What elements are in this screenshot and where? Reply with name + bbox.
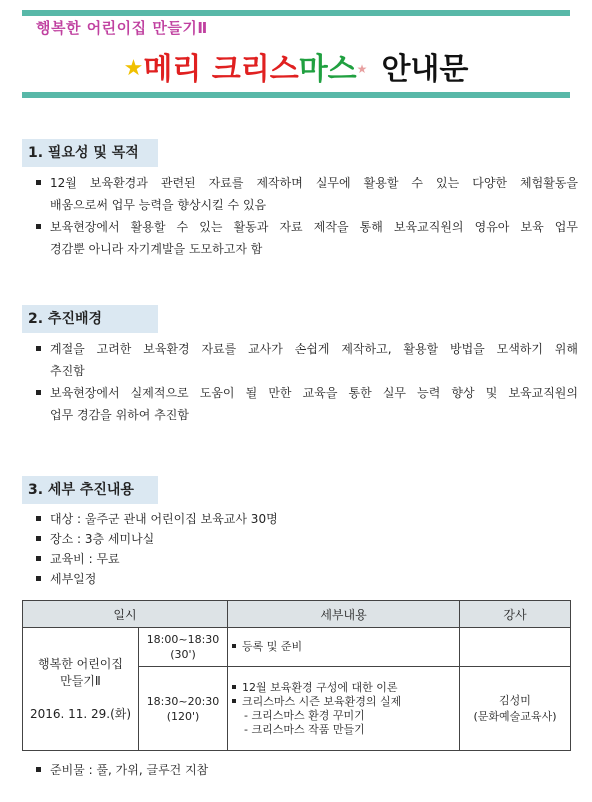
bullet-square-icon xyxy=(36,556,41,561)
bullet-background-1: 계절을 고려한 보육환경 자료를 교사가 손쉽게 제작하고, 활용할 방법을 모색하기 위해 추진함 xyxy=(36,338,578,382)
instructor-org: (문화예술교육사) xyxy=(473,709,557,723)
bullet-square-icon xyxy=(36,390,41,395)
bullet-purpose-2: 보육현장에서 활용할 수 있는 활동과 자료 제작을 통해 보육교직원의 영유아 보육 업무 경감뿐 아니라 자기계발을 도모하고자 함 xyxy=(36,216,578,260)
header-datetime: 일시 xyxy=(23,601,228,628)
small-star-icon: ★ xyxy=(356,62,368,76)
bullet-square-icon xyxy=(232,685,236,689)
event-cell xyxy=(23,628,139,751)
bullet-square-icon xyxy=(36,346,41,351)
event-name-line1: 행복한 어린이집 xyxy=(38,656,123,671)
header-details: 세부내용 xyxy=(228,601,460,628)
table-header-row xyxy=(23,601,571,628)
details-cell: 12월 보육환경 구성에 대한 이론 크리스마스 시즌 보육환경의 실제 - 크리스마스 환경 꾸미기 - 크리스마스 작품 만들기 xyxy=(228,667,460,751)
doc-subtitle: 행복한 어린이집 만들기Ⅱ xyxy=(36,19,208,37)
details-cell: 등록 및 준비 xyxy=(228,628,460,667)
bullet-background-2: 보육현장에서 실제적으로 도움이 될 만한 교육을 통한 실무 능력 향상 및 보육교직원의 업무 경감을 위하여 추진함 xyxy=(36,382,578,426)
table-row xyxy=(23,628,571,667)
doc-title xyxy=(0,44,592,88)
bullet-square-icon xyxy=(36,180,41,185)
bullet-square-icon xyxy=(36,224,41,229)
section-heading-purpose: 1. 필요성 및 목적 xyxy=(22,139,158,167)
instructor-cell xyxy=(460,667,571,751)
event-date: 2016. 11. 29.(화) xyxy=(29,706,132,721)
section-heading-background: 2. 추진배경 xyxy=(22,305,158,333)
title-part-merry: 메리 xyxy=(143,52,212,87)
bullet-square-icon xyxy=(36,516,41,521)
instructor-name: 김성미 xyxy=(499,693,531,707)
section-heading-details: 3. 세부 추진내용 xyxy=(22,476,158,504)
detail-location: 장소 : 3층 세미나실 xyxy=(36,529,578,549)
detail-schedule-label: 세부일정 xyxy=(36,569,578,589)
supplies-note: 준비물 : 풀, 가위, 글루건 지참 xyxy=(36,760,578,780)
event-name-line2: 만들기Ⅱ xyxy=(60,673,101,688)
bullet-square-icon xyxy=(36,576,41,581)
title-part-mas: 마스 xyxy=(298,52,357,87)
bullet-square-icon xyxy=(232,644,236,648)
detail-fee: 교육비 : 무료 xyxy=(36,549,578,569)
top-rule xyxy=(22,10,570,16)
bullet-square-icon xyxy=(232,699,236,703)
bottom-rule xyxy=(22,92,570,98)
detail-target: 대상 : 울주군 관내 어린이집 보육교사 30명 xyxy=(36,509,578,529)
time-cell: 18:00~18:30 (30') xyxy=(139,628,228,667)
bullet-purpose-1: 12월 보육환경과 관련된 자료를 제작하며 실무에 활용할 수 있는 다양한 체험활동을 배움으로써 업무 능력을 향상시킬 수 있음 xyxy=(36,172,578,216)
title-part-chris: 크리스 xyxy=(211,52,299,87)
bullet-square-icon xyxy=(36,767,41,772)
title-part-notice: 안내문 xyxy=(381,52,469,87)
time-cell: 18:30~20:30 (120') xyxy=(139,667,228,751)
star-icon: ★ xyxy=(123,56,144,81)
schedule-table xyxy=(22,600,571,751)
header-instructor: 강사 xyxy=(460,601,571,628)
bullet-square-icon xyxy=(36,536,41,541)
instructor-cell xyxy=(460,628,571,667)
